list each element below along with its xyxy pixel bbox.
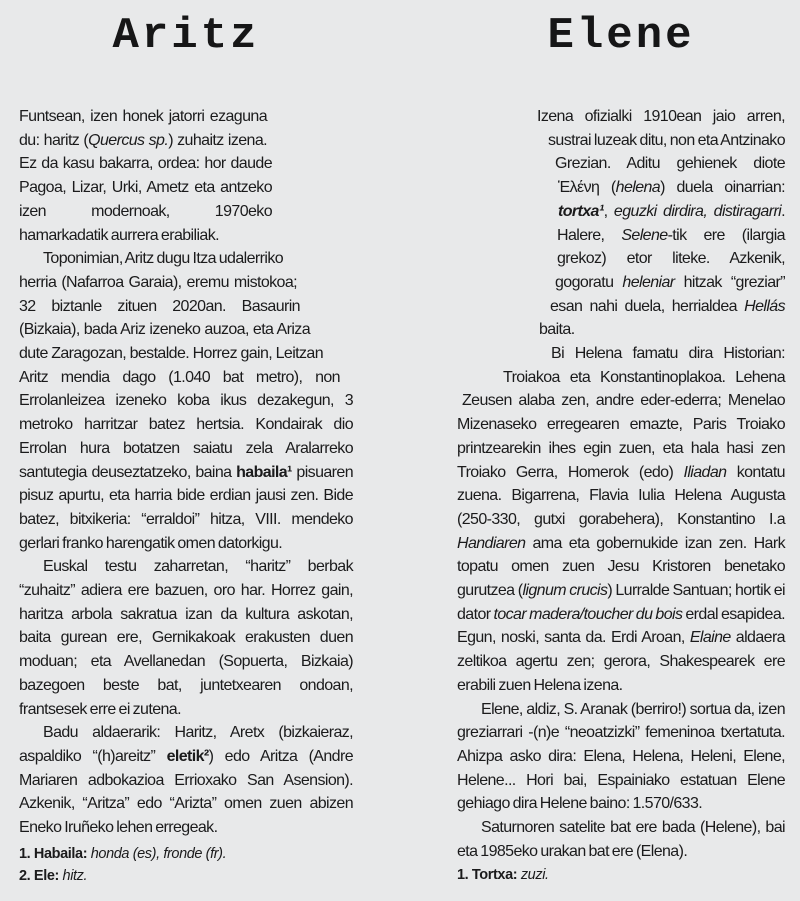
text-wrap-spacer [300, 295, 353, 319]
text-segment: Selene [621, 226, 668, 244]
paragraph [457, 698, 785, 817]
text-wrap-spacer [457, 271, 555, 295]
footnote [457, 865, 785, 887]
text-wrap-spacer [457, 105, 517, 129]
text-segment: Euskal testu zaharretan, “haritz” berbak “zuhaitz” adiera ere bazuen, oro har. Horrez gain, haritza arbola sakratua izan da kultura askotan, baita gurean ere, Gernikakoak erakusten duen moduan; eta Avellanedan (Sopuerta, Bizkaia) bazegoen beste bat, juntetxearen ondoan, frantsesek erre ei zutena. [19, 558, 353, 718]
text-wrap-spacer [272, 200, 353, 224]
text-wrap-spacer [457, 152, 548, 176]
text-segment: Elene, aldiz, S. Aranak (berriro!) sortua da, izen greziarrari -(n)e “neoatzizki” femeninoa txertatuta. Ahizpa asko dira: Elena, Helena, Heleni, Elene, Helene... Hori bai, Espainiako estatuan Elene gehiago dira Helene baino: 1.570/633. [457, 700, 785, 813]
text-segment: tocar madera/toucher du bois [493, 605, 683, 623]
text-wrap-spacer [457, 223, 553, 247]
entry-body-aritz [19, 105, 353, 840]
paragraph [19, 721, 353, 840]
entry-body-elene [457, 105, 785, 864]
entry-title-elene: Elene [547, 11, 695, 61]
text-wrap-spacer [457, 295, 550, 319]
footnotes-elene [457, 865, 785, 887]
text-segment: ama eta gobernukide izan zen. Hark topatu omen zuen Jesu Kristoren benetako gurutzea ( [457, 534, 785, 600]
text-wrap-spacer [457, 129, 537, 153]
text-segment: lignum crucis [522, 582, 608, 600]
text-wrap-spacer [457, 200, 558, 224]
text-segment: Hellás [744, 297, 785, 315]
text-wrap-spacer [340, 366, 353, 390]
text-segment: 1. Habaila: [19, 846, 91, 862]
text-segment: erdal esapidea. Egun, noski, santa da. Erdi Aroan, [457, 605, 785, 647]
paragraph [457, 342, 785, 698]
text-wrap-spacer [283, 247, 353, 271]
text-segment: zuzi. [520, 867, 549, 883]
text-segment: eguzki dirdira, distiragarri [613, 202, 782, 220]
text-wrap-spacer [283, 152, 353, 176]
text-segment: hitz. [62, 867, 88, 884]
text-segment: Handiaren [457, 534, 526, 552]
text-segment: -tik ere (ilargia grekoz) etor liteke. Azkenik, gogoratu [555, 226, 785, 291]
text-segment: 2. Ele: [19, 867, 63, 884]
text-wrap-spacer [310, 318, 353, 342]
text-segment: ) duela oinarrian: [660, 179, 785, 197]
text-segment: . Halere, [557, 202, 785, 244]
text-segment: ) edo Aritza (Andre Mariaren adbokazioa Errioxako San Asension). Azkenik, “Aritza” edo “Arizta” omen zuen abizen Eneko Iruñeko lehen erregeak. [19, 747, 353, 837]
text-segment: Bi Helena famatu dira Historian: Troiakoa eta Konstantinoplakoa. Lehena Zeusen alaba zen, andre eder-ederra; Menelao Mizenaseko erregearen emazte, Paris Troiako printzearekin ihes egin zuen, eta hala hasi zen Troiako Gerra, Homerok (edo) [457, 345, 785, 481]
text-wrap-spacer [457, 247, 557, 271]
text-segment: Toponimian, Aritz dugu Itza udalerriko herria (Nafarroa Garaia), eremu mistokoa; 32 biztanle zituen 2020an. Basaurin (Bizkaia), bada Ariz izeneko auzoa, eta Ariza dute Zaragozan, bestalde. Horrez gain, Leitzan Aritz mendia dago (1.040 bat metro), non Errolanleizea izeneko koba ikus dezakegun, 3 metroko harritzar batez hertsia. Kondairak dio Errolan hura botatzen saiatu zela Aralarreko santutegia deuseztatzeko, baina [19, 250, 353, 481]
text-wrap-spacer [278, 223, 353, 247]
text-segment: pisuaren pisuz apurtu, eta harria bide erdian jausi zen. Bide batez, bitxikeria: “erraldoi” hitza, VIII. mendeko gerlari franko harengatik omen datorkigu. [19, 463, 354, 552]
text-segment: Badu aldaerarik: Haritz, Aretx (bizkaieraz, aspaldiko “(h)areitz” [19, 724, 353, 765]
text-segment: helena [615, 179, 661, 197]
text-wrap-spacer [457, 318, 539, 342]
footnote [19, 866, 353, 888]
entry-title-aritz: Aritz [112, 11, 260, 61]
text-segment: Saturnoren satelite bat ere bada (Helene), bai eta 1985eko urakan bat ere (Elena). [457, 819, 785, 860]
text-segment: ) Lurralde Santuan; hortik ei dator [457, 582, 785, 623]
text-segment: Iliadan [683, 463, 727, 481]
footnote [19, 844, 353, 866]
text-segment: eletik² [166, 747, 209, 765]
text-segment: Quercus sp. [88, 131, 169, 149]
text-segment: Izena ofizialki 1910ean jaio arren, sustrai luzeak ditu, non eta Antzinako Grezian. Aditu gehienek diote Ἑλένη ( [537, 108, 785, 197]
text-wrap-spacer [457, 366, 503, 390]
text-segment: kontatu zuena. Bigarrena, Flavia Iulia Helena Augusta (250-330, gutxi gorabehera), Konstantino I.a [457, 463, 785, 528]
text-segment: hitzak “greziar” esan nahi duela, herrialdea [550, 273, 785, 315]
text-wrap-spacer [272, 176, 353, 200]
text-segment: habaila¹ [236, 463, 292, 481]
text-segment: baita. [539, 321, 575, 339]
text-segment: Elaine [689, 629, 731, 647]
text-segment: heleniar [622, 273, 675, 291]
text-segment: honda (es), fronde (fr). [90, 846, 227, 862]
paragraph [457, 816, 785, 863]
text-wrap-spacer [323, 342, 353, 366]
text-segment: Funtsean, izen honek jatorri ezaguna du: haritz ( [19, 108, 267, 149]
text-segment: 1. Tortxa: [457, 867, 521, 883]
text-wrap-spacer [285, 105, 353, 129]
paragraph [19, 555, 353, 721]
text-wrap-spacer [267, 129, 353, 153]
text-segment: , [603, 202, 614, 220]
text-segment: ) zuhaitz izena. Ez da kasu bakarra, ordea: hor daude Pagoa, Lizar, Urki, Ametz eta antzeko izen modernoak, 1970eko hamarkadatik aurrera erabiliak. [19, 131, 272, 244]
text-segment: tortxa¹ [558, 202, 604, 220]
text-segment: aldaera zeltikoa agertu zen; gerora, Shakespearek ere erabili zuen Helena izena. [457, 629, 785, 694]
footnotes-aritz [19, 844, 353, 887]
text-wrap-spacer [457, 176, 555, 200]
text-wrap-spacer [297, 271, 353, 295]
text-wrap-spacer [457, 342, 527, 366]
